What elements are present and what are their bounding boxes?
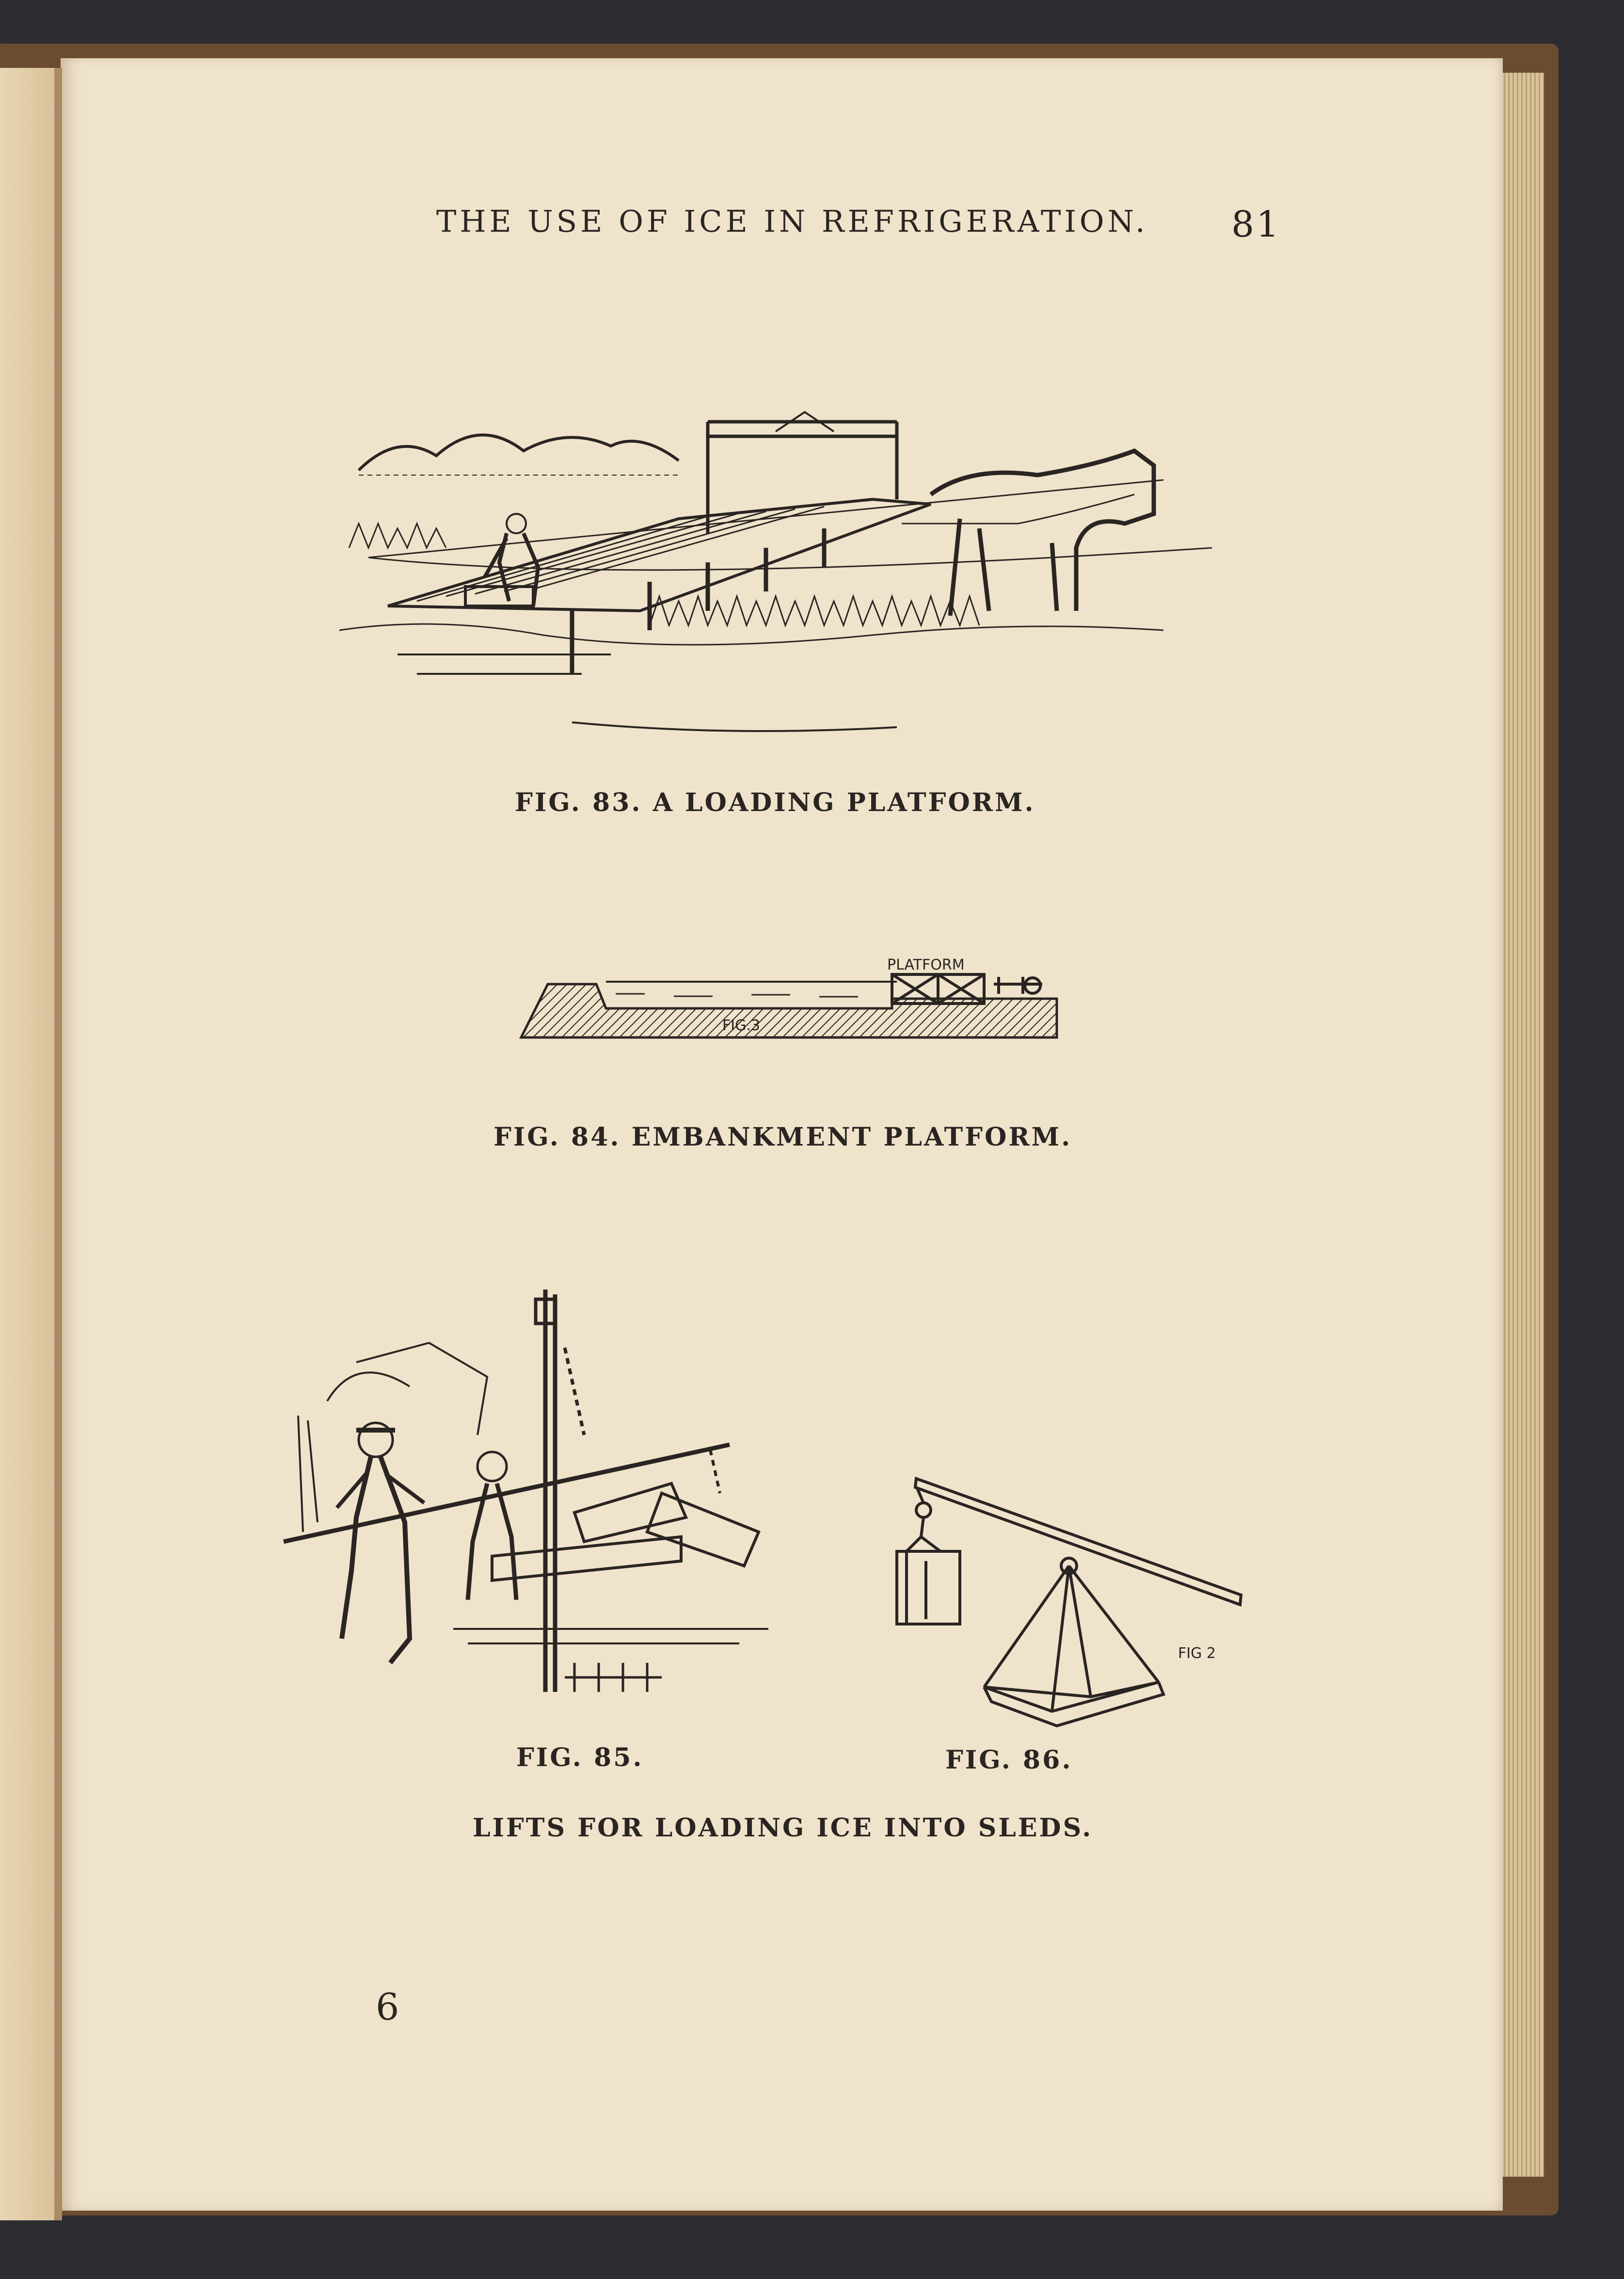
fig3-label: FIG.3	[722, 1017, 760, 1034]
page-number: 81	[1231, 204, 1281, 245]
running-head: THE USE OF ICE IN REFRIGERATION.	[436, 204, 1148, 239]
lift-with-workers-illustration	[284, 1290, 807, 1702]
lifts-group-caption: LIFTS FOR LOADING ICE INTO SLEDS.	[473, 1813, 1093, 1843]
embankment-platform-diagram	[519, 955, 1062, 1047]
lift-diagram	[887, 1474, 1256, 1745]
fig2-label: FIG 2	[1178, 1645, 1216, 1662]
page-gutter	[54, 68, 62, 2220]
figure-85-caption: FIG. 85.	[516, 1743, 644, 1772]
figure-84-caption: FIG. 84. EMBANKMENT PLATFORM.	[494, 1122, 1072, 1152]
figure-83-caption: FIG. 83. A LOADING PLATFORM.	[515, 788, 1035, 817]
figure-86-caption: FIG. 86.	[945, 1745, 1073, 1775]
signature-mark: 6	[376, 1985, 401, 2028]
left-page-edge	[0, 68, 58, 2220]
platform-label: PLATFORM	[887, 956, 965, 973]
loading-platform-illustration	[339, 402, 1212, 771]
